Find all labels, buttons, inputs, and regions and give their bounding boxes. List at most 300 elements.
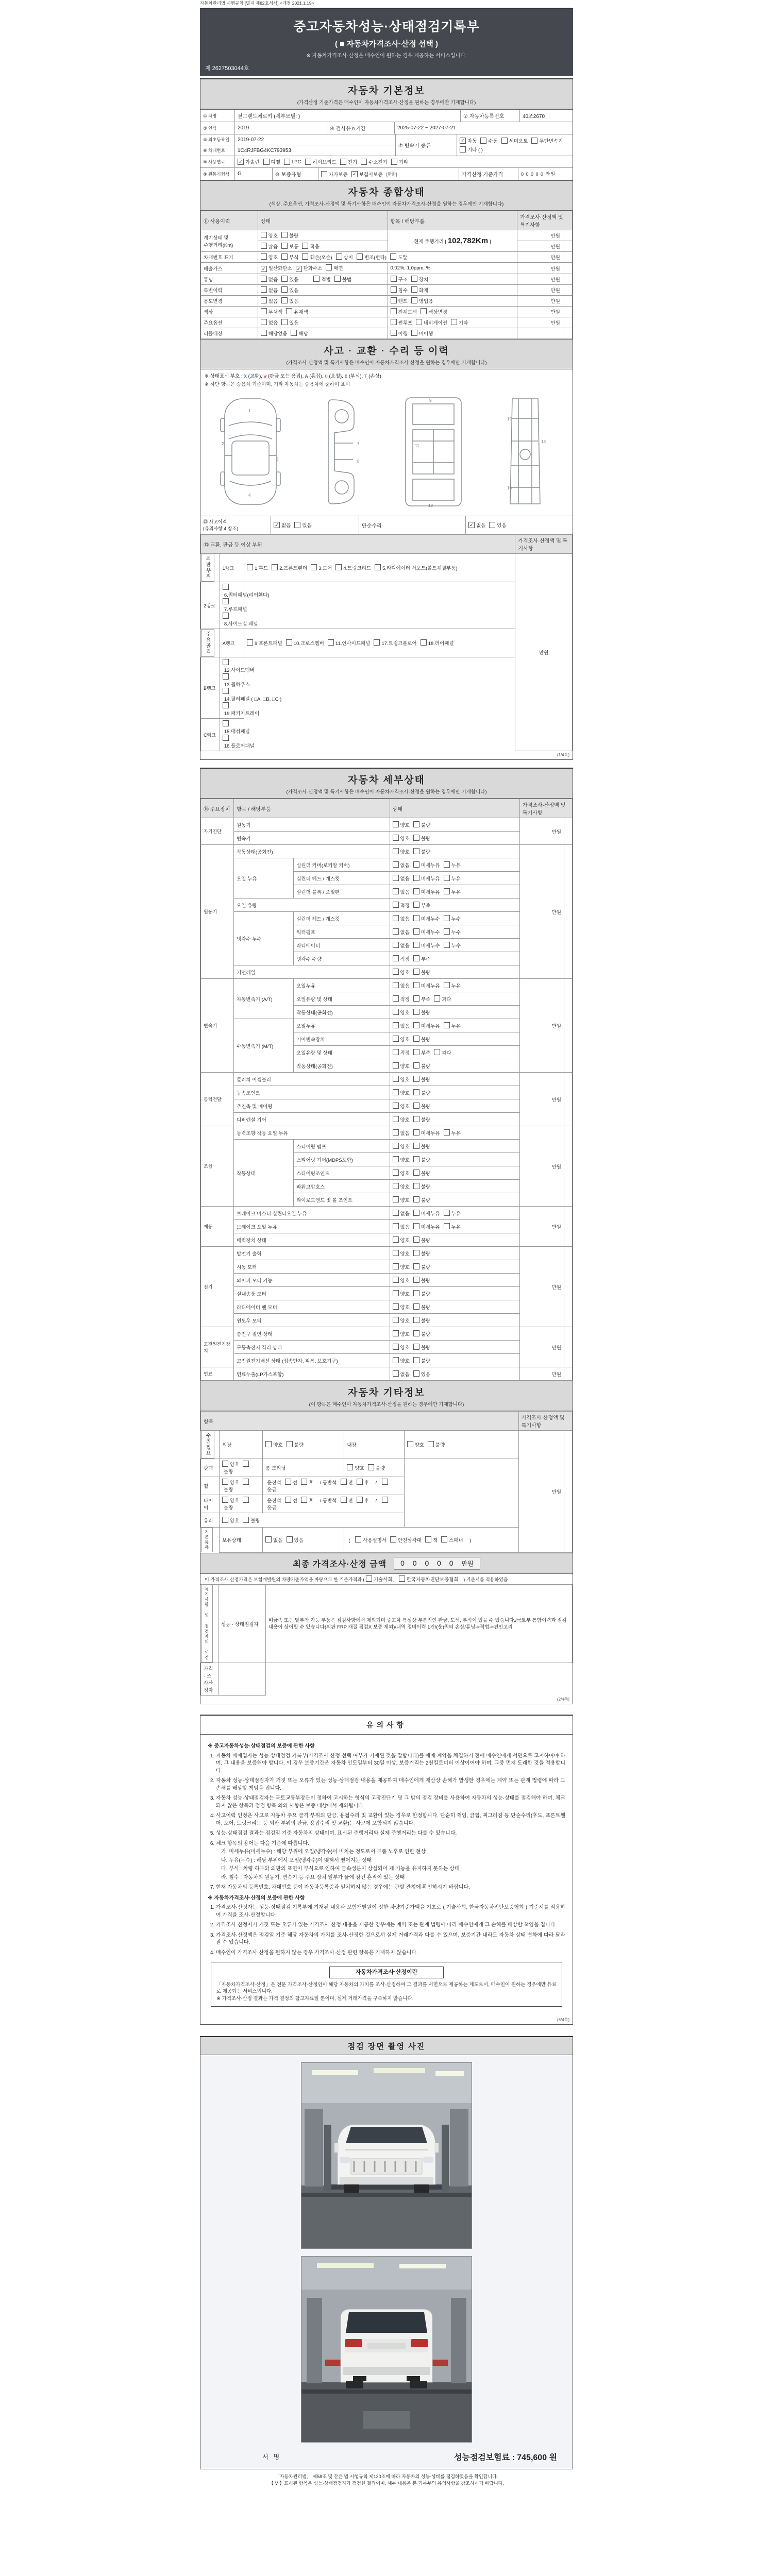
checkbox-label: 응급: [267, 1487, 277, 1493]
price-cell: 만원: [517, 274, 563, 285]
checkbox-미세누수: [413, 942, 419, 948]
remark-cell: [563, 296, 572, 307]
vehicle-diagrams: [200, 388, 573, 516]
checkbox-후: [357, 1479, 363, 1485]
parts-header: ⑬ 교환, 판금 등 이상 부위: [201, 535, 515, 554]
checkbox-8.사이드실 패널: [223, 613, 229, 619]
parts-cell: [244, 554, 515, 582]
checkbox-label: 누유: [451, 862, 461, 869]
checkbox-label: 후: [364, 1480, 369, 1486]
checkbox-불량: [368, 1464, 374, 1470]
checkbox-label: 무채색: [268, 310, 283, 315]
checkbox-label: 불량: [421, 970, 431, 976]
checkbox-보험사보증: [351, 171, 358, 177]
remark-cell: [564, 1327, 572, 1367]
field-label: 가격산정 기준가격: [459, 168, 518, 180]
state-cell: [390, 1233, 519, 1247]
col-header: 항목 / 해당부품: [388, 211, 517, 230]
photos-band: [200, 2037, 573, 2055]
table-row: [201, 899, 573, 912]
checkbox-label: 탄화수소: [303, 266, 323, 272]
table-row: [201, 1140, 573, 1153]
checkbox-가솔린: [238, 159, 244, 165]
subitem-label: 기어변속장치: [294, 1032, 390, 1046]
checkbox-label: 불량: [435, 1443, 445, 1448]
price-cell: 만원: [517, 307, 563, 317]
state-cell: [220, 1459, 263, 1477]
row-label: 색상: [201, 307, 258, 317]
checkbox-전기: [340, 159, 346, 165]
notice-item: 3. 자동차 성능·상태점검자는 국토교통부장관이 정하여 고시하는 형식의 고장진단기 및 그 밖의 점검 장비를 사용하여 자동차의 성능·상태를 점검해야 하며, 체크되지 않은 항목과 점검 항목 외의 사항은 보증 대상에서 제외됩니다.: [216, 1795, 565, 1810]
item-label: 작동상태: [234, 1140, 294, 1207]
device-group: 원동기: [201, 845, 234, 979]
checkbox-누수: [444, 928, 450, 935]
device-group: 자기진단: [201, 818, 234, 845]
parts-group: 외판부위: [201, 554, 214, 582]
state-cell: [390, 1166, 519, 1180]
item-label: 오일 누유: [234, 858, 294, 899]
checkbox-label: 있음: [294, 1537, 304, 1544]
item-label: 윈도우 모터: [234, 1314, 390, 1327]
checkbox-불량: [413, 1076, 419, 1082]
checkbox-전체도색: [391, 308, 397, 314]
price-cell: 만원: [518, 1431, 564, 1553]
state-cell: [390, 979, 519, 992]
item-label: 수동변속기 (M/T): [234, 1019, 294, 1073]
checkbox-양호: [222, 1517, 228, 1523]
checkbox-불량: [413, 1357, 419, 1363]
checkbox-후: [301, 1497, 307, 1503]
checkbox-label: 적정: [400, 903, 410, 909]
item-label: 와이퍼 모터 기능: [234, 1274, 390, 1287]
checkbox-불량: [413, 1250, 419, 1256]
checkbox-탄화수소: [296, 266, 302, 272]
footer-line1: 「자동차관리법」 제58조 및 같은 법 시행규칙 제120조에 따라 자동차의 성능·상태를 점검하였음을 확인합니다.: [275, 2474, 498, 2479]
table-row: [201, 818, 573, 832]
checkbox-label: 9.프론트패널: [254, 641, 282, 647]
checkbox-안전삼각대: [390, 1536, 396, 1543]
remark-cell: [564, 1126, 572, 1207]
checkbox-label: 없음: [281, 523, 291, 529]
table-row: [201, 1247, 573, 1260]
state-cell: [390, 1287, 519, 1300]
checkbox-label: 7.루프패널: [224, 607, 247, 613]
checkbox-label: 미세누수: [421, 916, 440, 922]
checkbox-label: 불량: [421, 1144, 431, 1150]
state-cell: [390, 1059, 519, 1073]
other-label: 유리: [201, 1513, 220, 1528]
checkbox-불량: [413, 1183, 419, 1189]
notices-groupA-title: ※ 중고자동차성능·상태점검의 보증에 관한 사항: [208, 1743, 315, 1749]
price-cell: 만원: [517, 241, 563, 252]
notice-subitem: 라. 침수 : 자동차의 원동기, 변속기 등 주요 장치 일부가 물에 잠긴 흔적이 있는 상태: [221, 1874, 405, 1880]
checkbox-label: 수소전기: [368, 160, 388, 165]
final-price-value: 0 0 0 0 0 만원: [394, 1557, 480, 1570]
checkbox-label: 양호: [400, 836, 410, 842]
state-cell: [390, 1180, 519, 1193]
checkbox-양호: [393, 1089, 399, 1095]
detail-note: (가격조사·산정액 및 특기사항은 매수인이 자동차가격조사·산정을 원하는 경우에만 기재합니다): [286, 789, 487, 795]
checkbox-label: 불량: [421, 1345, 431, 1351]
remark-cell: [564, 979, 572, 1073]
price-cell: 만원: [519, 845, 564, 979]
checkbox-양호: [265, 1441, 272, 1447]
notice-item: 5. 성능·상태점검 결과는 점검일 기준 자동차의 상태이며, 표시된 주행거리와 실제 주행거리는 다를 수 있습니다.: [216, 1830, 565, 1838]
basic-info-title: 자동차 기본정보: [348, 86, 425, 96]
state-cell: [390, 1019, 519, 1032]
state-cell: [390, 912, 519, 925]
remark-cell: [564, 845, 572, 979]
checkbox-양호: [222, 1461, 228, 1467]
checkbox-해당없음: [261, 330, 267, 336]
price-definition-box: [211, 1962, 562, 2007]
checkbox-후: [357, 1497, 363, 1503]
table-row: [201, 845, 573, 858]
state-cell: [258, 230, 388, 241]
checkbox-label: 많음: [268, 244, 278, 250]
checkbox-label: 양호: [400, 1077, 410, 1083]
checkbox-수소전기: [361, 159, 367, 165]
remark-row: [201, 1663, 573, 1696]
checkbox-label: 양호: [400, 1171, 410, 1177]
checkbox-전: [285, 1479, 291, 1485]
checkbox-침수: [391, 286, 397, 293]
checkbox-label: 1.후드: [254, 566, 268, 571]
checkbox-없음: [468, 522, 475, 528]
checkbox-14.필러패널 ( □A, □B, □C ): [223, 688, 229, 694]
checkbox-label: 6.쿼터패널(리어휀다): [224, 592, 270, 598]
table-row: [201, 317, 573, 328]
base-price-value: 0 0 0 0 0 만원: [521, 172, 556, 177]
subitem-label: 실린더 블록 / 오일팬: [294, 885, 390, 899]
state-cell: [390, 939, 519, 952]
checkbox-불량: [413, 1344, 419, 1350]
checkbox-label: 양호: [268, 233, 278, 239]
checkbox-label: 세미오토: [509, 139, 528, 145]
checkbox-label: 4.트렁크리드: [343, 566, 372, 571]
checkbox-불량: [413, 1089, 419, 1095]
checkbox-있음: [281, 297, 288, 303]
other-label: 타이어: [201, 1495, 220, 1513]
item-label: 고전원전기배선 상태 (접속단자, 피복, 보호기구): [234, 1354, 390, 1367]
item-label: 커먼레일: [234, 965, 390, 979]
checkbox-누유: [444, 1210, 450, 1216]
table-row: [201, 1528, 573, 1553]
checkbox-불량: [413, 848, 419, 854]
definition-title: 자동차가격조사·산정이란: [329, 1967, 444, 1978]
checkbox-누유: [444, 1129, 450, 1136]
field-label: ⑥ 차대번호: [200, 145, 235, 156]
checkbox-label: 없음: [400, 929, 410, 936]
checkbox-label: 14.필러패널 ( □A, □B, □C ): [224, 697, 282, 702]
checkbox-label: 불량: [421, 1304, 431, 1311]
checkbox-label: 있음: [289, 299, 299, 304]
checkbox-누유: [444, 1223, 450, 1229]
table-row: [201, 1099, 573, 1113]
checkbox-양호: [407, 1441, 413, 1447]
checkbox-양호: [393, 1263, 399, 1269]
rank-label: 2랭크: [201, 582, 220, 629]
checkbox-스패너: [441, 1536, 447, 1543]
checkbox-불량: [243, 1497, 249, 1503]
checkbox-전: [285, 1497, 291, 1503]
checkbox-label: 불량: [224, 1469, 233, 1475]
state-code-label: (교환): [248, 374, 261, 379]
state-cell: [220, 1477, 263, 1495]
other-label: 보유상태: [220, 1528, 263, 1553]
page-mark-3: (3/4쪽): [557, 2018, 569, 2022]
checkbox-누유: [444, 875, 450, 881]
item-label: 디퍼렌셜 기어: [234, 1113, 390, 1126]
field-label: ⑤ 최초등록일: [200, 134, 235, 145]
table-row: [201, 1341, 573, 1354]
state-cell: [258, 241, 388, 252]
state-cell: [390, 1220, 519, 1233]
table-row: [201, 328, 573, 339]
checkbox-label: 없음: [400, 889, 410, 895]
checkbox-label: 없음: [400, 983, 410, 989]
basic-info-band: [200, 79, 573, 109]
checkbox-19.패키지트레이: [223, 702, 229, 708]
checkbox-label: 없음: [273, 1537, 283, 1544]
checkbox-양호: [222, 1479, 228, 1485]
subitem-label: 오일누유: [294, 1019, 390, 1032]
checkbox-label: 18.리어패널: [428, 641, 454, 647]
state-cell: [258, 296, 388, 307]
checkbox-label: 불량: [421, 1063, 431, 1070]
checkbox-7.루프패널: [223, 598, 229, 604]
checkbox-양호: [393, 1236, 399, 1243]
checkbox-label: 수동: [488, 139, 498, 145]
item-label: 작동상태(공회전): [234, 845, 390, 858]
state-code-legend2: ※ 하단 항목은 승용차 기준이며, 기타 자동차는 승용차에 준하여 표시: [205, 382, 350, 387]
checkbox-label: 양호: [400, 1291, 410, 1297]
svg-text:8: 8: [357, 459, 360, 464]
subitem-label: 오일유량 및 상태: [294, 992, 390, 1006]
checkbox-불량: [413, 1116, 419, 1122]
other-group: 수리필요: [201, 1431, 214, 1459]
state-cell: [390, 858, 519, 872]
engine-type-value: G: [235, 168, 273, 180]
checkbox-label: 없음: [400, 916, 410, 922]
checkbox-양호: [393, 1076, 399, 1082]
checkbox-label: 누유: [451, 889, 461, 895]
checkbox-18.리어패널: [421, 639, 427, 646]
table-row: [201, 1220, 573, 1233]
state-cell: [258, 252, 517, 263]
checkbox-label: 미세누수: [421, 929, 440, 936]
checkbox-없음: [261, 297, 267, 303]
price-cell: 만원: [519, 1247, 564, 1327]
checkbox-해당: [291, 330, 297, 336]
checkbox-label: 미세누유: [421, 1224, 440, 1230]
checkbox-label: 누유: [451, 983, 461, 989]
device-group: 동력전달: [201, 1073, 234, 1126]
checkbox-label: 양호: [400, 1304, 410, 1311]
checkbox-label: 기타 ( ): [467, 147, 483, 153]
insurance-fee: 성능점검보험료 : 745,600 원: [453, 2453, 557, 2462]
checkbox-label: 누수: [451, 943, 461, 949]
price-cell: 만원: [517, 296, 563, 307]
checkbox-불량: [413, 821, 419, 827]
field-label: ⑨ 원동기형식: [200, 168, 235, 180]
checkbox-label: 없음: [400, 1023, 410, 1029]
car-structure-diagram: [392, 394, 475, 510]
state-cell: [390, 925, 519, 939]
checkbox-없음: [261, 319, 267, 325]
checkbox-적정: [393, 995, 399, 1002]
row-label: 특별이력: [201, 285, 258, 296]
checkbox-있음: [281, 276, 288, 282]
subitem-label: 실린더 헤드 / 개스킷: [294, 912, 390, 925]
checkbox-있음: [287, 1536, 293, 1543]
remark-cell: [563, 230, 572, 241]
checkbox-불량: [413, 835, 419, 841]
price-cell: 만원: [519, 1073, 564, 1126]
checkbox-label: 불법: [342, 277, 352, 283]
subitem-label: 작동상태(공회전): [294, 1006, 390, 1019]
checkbox-label: 누수: [451, 929, 461, 936]
checkbox-미세누유: [413, 875, 419, 881]
detail-cell: 운전석 전 후 / 동반석 전 후 / 응급: [263, 1495, 404, 1513]
row-label: 용도변경: [201, 296, 258, 307]
checkbox-응급: [382, 1497, 388, 1503]
checkbox-적법: [313, 276, 320, 282]
col-header: 상태: [258, 211, 388, 230]
remark-row: [201, 1585, 573, 1663]
checkbox-불량: [287, 1441, 293, 1447]
checkbox-label: 누유: [451, 1023, 461, 1029]
state-cell: [390, 1314, 519, 1327]
notice-subitem: 나. 누유(누수) : 해당 부위에서 오일(냉각수)이 맺혀서 떨어지는 상태: [221, 1857, 372, 1863]
checkbox-label: 누유: [451, 1130, 461, 1137]
checkbox-양호: [393, 1357, 399, 1363]
checkbox-양호: [393, 1330, 399, 1336]
item-label: 충전구 절연 상태: [234, 1327, 390, 1341]
col-header: 항목 / 해당부품: [234, 799, 390, 818]
checkbox-label: 불량: [421, 1037, 431, 1043]
checkbox-label: 기타: [398, 160, 409, 165]
remark-cell: [563, 307, 572, 317]
checkbox-없음: [393, 1129, 399, 1136]
item-label: 변속기: [234, 832, 390, 845]
subitem-label: 오일유량 및 상태: [294, 1046, 390, 1059]
checkbox-label: 보통: [289, 244, 299, 250]
checkbox-기타: [451, 319, 457, 325]
checkbox-label: 불량: [421, 1291, 431, 1297]
simple-repair-state: [466, 516, 573, 534]
checkbox-있음: [294, 522, 300, 528]
svg-text:2: 2: [222, 442, 224, 446]
checkbox-label: 응급: [267, 1505, 277, 1511]
table-row: [201, 1287, 573, 1300]
col-header: 가격조사·산정액 및 특기사항: [518, 1412, 572, 1431]
item-label: 클러치 어셈블리: [234, 1073, 390, 1086]
checkbox-label: 불량: [421, 1264, 431, 1270]
checkbox-전: [341, 1497, 347, 1503]
checkbox-label: 양호: [400, 1184, 410, 1190]
checkbox-label: 불량: [421, 1077, 431, 1083]
price-cell: 만원: [517, 263, 563, 274]
item-label: 오일 유량: [234, 899, 390, 912]
checkbox-label: 16.플로어패널: [224, 743, 255, 749]
accident-band: [200, 339, 573, 369]
section-block-3: [200, 1715, 573, 2025]
table-row: [201, 1367, 573, 1381]
state-cell: [390, 885, 519, 899]
checkbox-label: 미세누수: [421, 943, 440, 949]
page-mark-2: (2/4쪽): [557, 1697, 569, 1702]
table-row: [201, 1459, 573, 1477]
document-subtitle: ( ■ 자동차가격조사·산정 선택 ): [334, 40, 439, 48]
item-label: 자동변속기 (A/T): [234, 979, 294, 1019]
checkbox-label: 양호: [400, 1117, 410, 1123]
checkbox-label: 누유: [451, 1211, 461, 1217]
car-top-view-diagram: [209, 394, 292, 510]
checkbox-label: 양호: [230, 1480, 240, 1486]
table-row: [201, 1513, 573, 1528]
checkbox-label: 있음: [302, 523, 312, 529]
table-row: [201, 832, 573, 845]
checkbox-label: 불량: [421, 1117, 431, 1123]
checkbox-label: 있음: [497, 523, 507, 529]
checkbox-label: LPG: [291, 159, 301, 165]
row-label: 리콜대상: [201, 328, 258, 339]
device-group: 제동: [201, 1207, 234, 1247]
inspection-photo-rear: [301, 2256, 472, 2443]
warranty-type-value: [318, 168, 459, 180]
svg-text:18: 18: [428, 503, 433, 508]
checkbox-label: 유채색: [294, 310, 308, 315]
table-row: [201, 296, 573, 307]
checkbox-양호: [393, 1317, 399, 1323]
checkbox-label: 불량: [421, 1197, 431, 1204]
item-label: 구동축전지 격리 상태: [234, 1341, 390, 1354]
checkbox-구조: [391, 276, 397, 282]
final-price-row: [200, 1553, 573, 1574]
checkbox-label: 부족: [421, 1050, 431, 1056]
checkbox-화재: [411, 286, 417, 293]
price-cell: 만원: [519, 1126, 564, 1207]
checkbox-label: 양호: [400, 1264, 410, 1270]
checkbox-label: 양호: [400, 970, 410, 976]
checkbox-영업용: [411, 297, 417, 303]
checkbox-label: 불량: [421, 1171, 431, 1177]
checkbox-label: 양호: [400, 1063, 410, 1070]
checkbox-label: 불량: [421, 1010, 431, 1016]
transmission-type-value: [457, 134, 573, 156]
checkbox-label: 자동: [467, 139, 477, 145]
table-row: [201, 1431, 573, 1459]
state-cell: [390, 1207, 519, 1220]
checkbox-label: 불량: [421, 1318, 431, 1324]
notices-groupB-title: ※ 자동차가격조사·산정의 보증에 관한 사항: [208, 1895, 305, 1901]
checkbox-label: 양호: [400, 849, 410, 855]
remark-who: 성능 · 상태점검자: [219, 1585, 266, 1663]
checkbox-매연: [326, 264, 332, 270]
subitem-label: 스티어링 펌프: [294, 1140, 390, 1153]
item-label: 발전기 출력: [234, 1247, 390, 1260]
table-row: [201, 1260, 573, 1274]
checkbox-LPG: [284, 159, 290, 165]
checkbox-label: 도말: [397, 255, 408, 261]
checkbox-있음: [281, 319, 288, 325]
inspection-valid-period-value: 2025-07-22 ~ 2027-07-21: [397, 125, 456, 131]
svg-text:9: 9: [429, 398, 432, 403]
checkbox-도말: [390, 253, 396, 260]
state-cell: [220, 1495, 263, 1513]
state-cell: [390, 965, 519, 979]
